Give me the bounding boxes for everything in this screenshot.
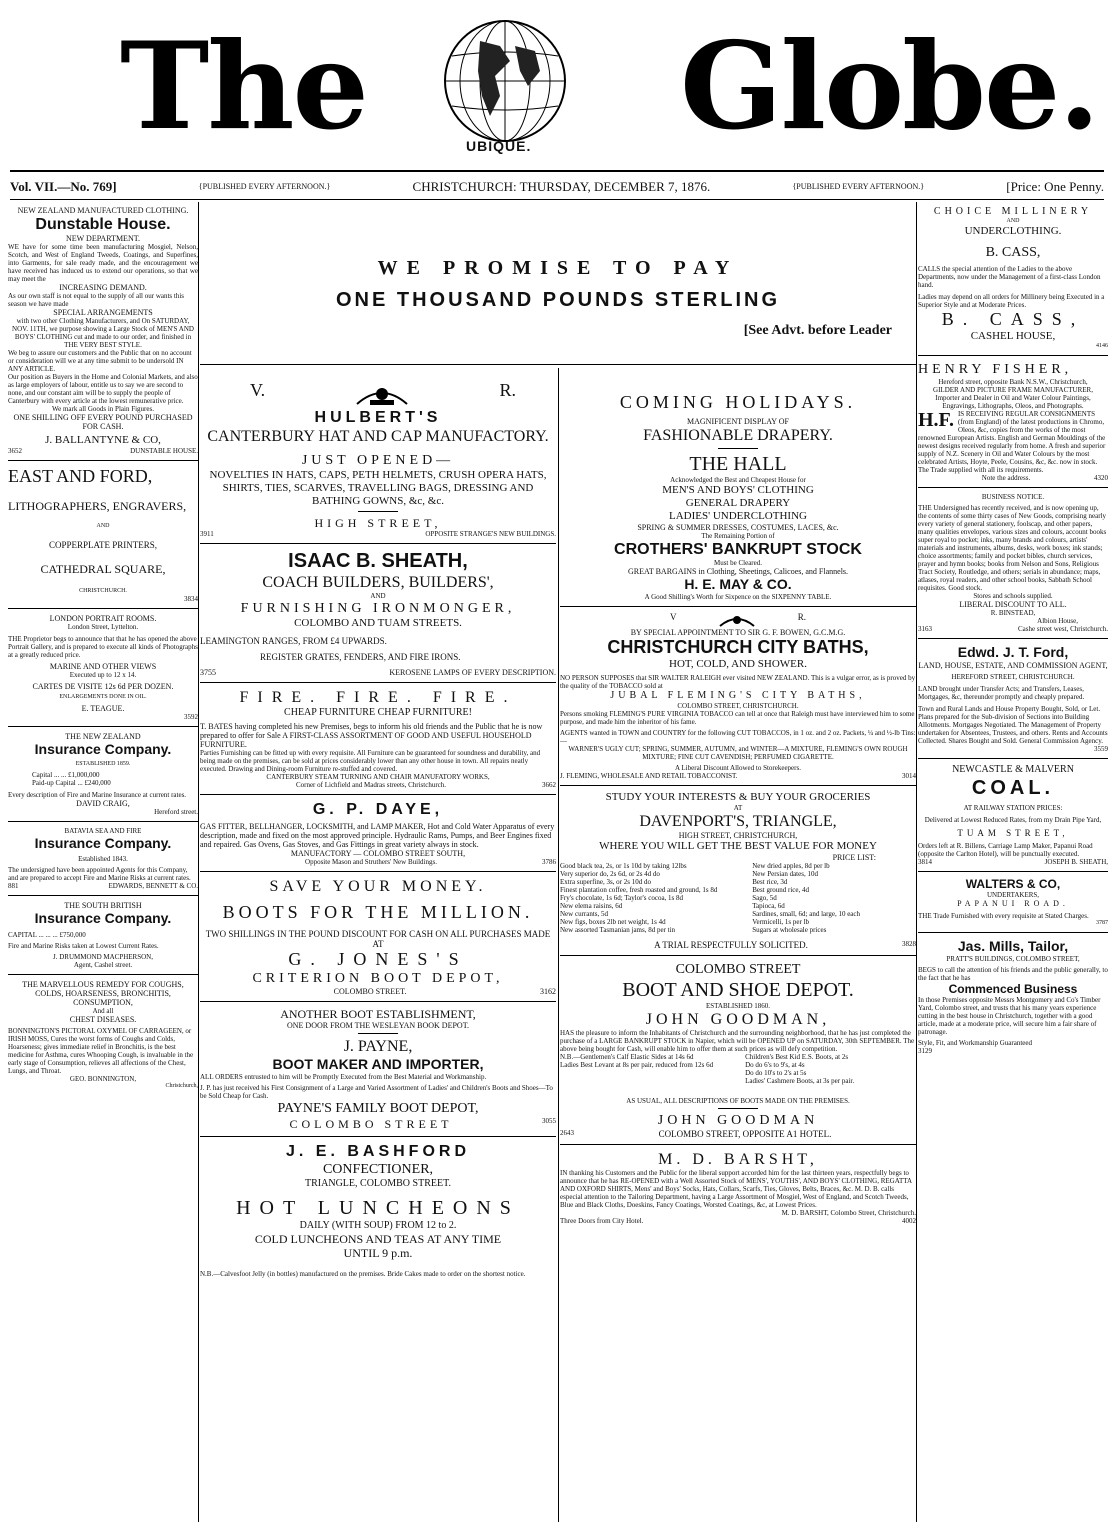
- bashford-title: J. E. BASHFORD: [285, 1143, 470, 1160]
- fisher-text: Importer and Dealer in Oil and Water Colour Paintings, Engravings, Lithographs, Oleos, and Photographs.: [935, 394, 1091, 410]
- tuam-street: TUAM STREET,: [957, 828, 1069, 838]
- vr-right: R.: [797, 612, 806, 622]
- dateline-rule: [10, 199, 1104, 200]
- sheath-ad: [200, 547, 556, 679]
- note-address: Note the address.: [981, 474, 1031, 482]
- coach-builders: COACH BUILDERS, BUILDERS',: [262, 574, 494, 591]
- colombo-street: COLOMBO STREET.: [333, 987, 407, 996]
- portrait-text: THE Proprietor begs to announce that that he has opened the above Portrait Gallery, and is prepared to execute all kinds of Photographs at a greatly reduced price.: [8, 635, 198, 659]
- coal-ad: [918, 762, 1108, 868]
- walters-title: WALTERS & CO,: [965, 877, 1061, 891]
- steam-works: CANTERBURY STEAM TURNING AND CHAIR MANUFATORY WORKS,: [266, 773, 490, 781]
- christchurch: CHRISTCHURCH.: [79, 588, 127, 594]
- opposite-strange: OPPOSITE STRANGE'S NEW BUILDINGS.: [425, 530, 556, 538]
- walters-text: THE Trade Furnished with every requisite at Stated Charges.: [918, 912, 1089, 920]
- dunstable-text: with two other Clothing Manufacturers, and On SATURDAY, NOV. 11TH, we purpose showing a Large Stock of MEN'S AND BOYS' CLOTHING cut and made to our order, and finished in THE VERY BEST STYLE.: [12, 317, 194, 349]
- masthead-title-left: The: [120, 16, 367, 157]
- capital: CAPITAL ... ... ... £750,000: [8, 931, 86, 939]
- barsht-text: IN thanking his Customers and the Public for the liberal support accorded him for the last thirteen years, respectfully begs to announce that he has RE-OPENED with a Well Assorted Stock of MENS', YOUTHS', AND BOYS' CLOTHING, REGATTA AND OXFORD SHIRTS, Mens' and Boys' Socks, Hats, Collars, Scarfs, Ties, Gloves, Belts, Braces, &c. M. D. B. calls especial attention to the Tailoring Department, having a Large Assortment of Mosgiel, West of England, and Scotch Tweeds, Blue and Black Cloths, Doeskins, Fancy Coatings, Worsted Coatings, &c, at Lowest Prices.: [560, 1169, 912, 1209]
- top-rule: [10, 170, 1104, 172]
- ford-title: Edwd. J. T. Ford,: [957, 644, 1069, 660]
- column-4: [918, 204, 1108, 1522]
- ad-number: 3911: [200, 530, 214, 538]
- trial-solicited: A TRIAL RESPECTFULLY SOLICITED.: [654, 940, 808, 950]
- joseph-sheath: JOSEPH B. SHEATH,: [1044, 858, 1108, 866]
- nz-insurance-ad: [8, 730, 198, 818]
- masthead-motto: UBIQUE.: [466, 138, 532, 154]
- wesleyan: ONE DOOR FROM THE WESLEYAN BOOK DEPOT.: [286, 1021, 469, 1030]
- barsht-signature: M. D. BARSHT, Colombo Street, Christchurch.: [781, 1209, 916, 1217]
- ladies-underclothing: LADIES' UNDERCLOTHING: [669, 510, 807, 522]
- mills-title: Jas. Mills, Tailor,: [957, 938, 1069, 954]
- canterbury-hat: CANTERBURY HAT AND CAP MANUFACTORY.: [207, 428, 549, 445]
- batavia-head: BATAVIA SEA AND FIRE: [64, 827, 142, 835]
- warners: WARNER'S UGLY CUT; SPRING, SUMMER, AUTUMN, and WINTER—A MIXTURE, FLEMING'S OWN ROUGH MIXTURE; FINE CUT CAVENDISH; PERFUMED CIGARETTE.: [568, 745, 908, 761]
- remaining: The Remaining Portion of: [701, 532, 775, 540]
- dunstable-text: We beg to assure our customers and the Public that on no account or consideration will we at any time submit to be undersold IN ANY ARTICLE.: [8, 349, 192, 373]
- column-3: [560, 372, 916, 1522]
- three-doors: Three Doors from City Hotel.: [560, 1217, 644, 1225]
- the-hall: THE HALL: [689, 453, 787, 475]
- triangle-colombo: TRIANGLE, COLOMBO STREET.: [305, 1178, 451, 1189]
- leamington: LEAMINGTON RANGES, FROM £4 UPWARDS.: [200, 636, 387, 646]
- column-2: [200, 372, 556, 1522]
- no-person: NO PERSON SUPPOSES that SIR WALTER RALEIGH ever visited NEW ZEALAND. This is a vulgar error, as is proved by the quality of the TOBACCO sold at: [560, 674, 916, 690]
- nb-right: Children's Best Kid E.S. Boots, at 2s Do do 6's to 9's, at 4s Do do 10's to 2's at 5s Ladies' Cashmere Boots, at 3s per pair.: [745, 1053, 855, 1085]
- choice-millinery: CHOICE MILLINERY: [933, 206, 1093, 217]
- promise-banner: [200, 204, 916, 362]
- globe-icon: [440, 16, 570, 146]
- dunstable-house-title: Dunstable House.: [35, 216, 171, 233]
- special-arrangements: SPECIAL ARRANGEMENTS: [53, 308, 153, 317]
- ad-number: 4146: [1096, 343, 1108, 349]
- newcastle-malvern: NEWCASTLE & MALVERN: [952, 764, 1074, 775]
- goodman-text: HAS the pleasure to inform the Inhabitants of Christchurch and the surrounding neighborhood, that he has just completed the purchase of a LARGE BANKRUPT STOCK in Napier, which will be OPENED UP on SATURDAY, 30th SEPTEMBER. The above being bought for Cash, will enable him to offer them at such prices as will defy competition.: [560, 1029, 915, 1053]
- dunstable-ad: [8, 204, 198, 457]
- criterion: CRITERION BOOT DEPOT,: [252, 971, 504, 986]
- one-shilling: ONE SHILLING OFF EVERY POUND PURCHASED FOR CASH.: [13, 413, 193, 431]
- liberal-discount: LIBERAL DISCOUNT TO ALL.: [959, 600, 1067, 609]
- established: ESTABLISHED 1860.: [706, 1002, 770, 1010]
- capital: Capital ... ... £1,000,000: [32, 771, 100, 779]
- dunstable-text: WE have for some time been manufacturing Mosgiel, Nelson, Scotch, and West of England Tweeds, Coatings, and Superfines, into Garments, for sale ready made, and the encouragement we have received has induced us to extend our operations, so that we may meet the: [8, 243, 198, 283]
- fisher-ad: [918, 359, 1108, 484]
- banner-rule: [200, 364, 916, 365]
- ad-number: 3055: [541, 1117, 556, 1125]
- study-interests: STUDY YOUR INTERESTS & BUY YOUR GROCERIES: [605, 791, 871, 803]
- high-street: HIGH STREET, CHRISTCHURCH,: [678, 831, 798, 840]
- hulbert-ad: [200, 372, 556, 540]
- pratt-buildings: PRATT'S BUILDINGS, COLOMBO STREET,: [946, 955, 1080, 963]
- smoking: Persons smoking FLEMING'S PURE VIRGINIA TOBACCO can tell at once that Raleigh must have interviewed him to some purpose, and made him the inheritor of his fame.: [560, 710, 915, 726]
- bargains: GREAT BARGAINS in Clothing, Sheetings, Calicoes, and Flannels.: [627, 567, 849, 576]
- ballantyne-address: DUNSTABLE HOUSE.: [130, 447, 198, 455]
- east-ford-ad: [8, 464, 198, 605]
- established: Established 1843.: [78, 855, 128, 863]
- hot-luncheons: HOT LUNCHEONS: [236, 1197, 520, 1219]
- hf-text: IS RECEIVING REGULAR CONSIGNMENTS (from England) of the latest productions in Chromo, Oleos, &c, copies from the works of the most renowned European Artists. English and German Mouldings of the newest designs received regularly from home. A fresh and superior supply of N.Z. Scenery in Oil and Water Colours by the most celebrated Artists, Hoyte, Peele, Cousins, &c, &c. now in stock. The Trade supplied with all its requirements.: [918, 410, 1106, 474]
- teague-name: E. TEAGUE.: [81, 704, 125, 713]
- stores-supplied: Stores and schools supplied.: [973, 592, 1053, 600]
- fleming-name: J. FLEMING, WHOLESALE AND RETAIL TOBACCONIST.: [560, 772, 738, 780]
- fashionable-drapery: FASHIONABLE DRAPERY.: [643, 427, 833, 444]
- underclothing: UNDERCLOTHING.: [964, 225, 1062, 237]
- price-list: PRICE LIST:: [832, 853, 876, 862]
- davenport-title: DAVENPORT'S, TRIANGLE,: [639, 813, 837, 830]
- steam-address: Corner of Lichfield and Madras streets, Christchurch.: [295, 781, 447, 789]
- colombo-tuam: COLOMBO AND TUAM STREETS.: [294, 617, 462, 629]
- cartes: CARTES DE VISITE 12s 6d PER DOZEN.: [32, 682, 174, 691]
- colombo-street: COLOMBO STREET: [675, 962, 801, 977]
- fisher-title: HENRY FISHER,: [918, 362, 1073, 377]
- gilder: GILDER AND PICTURE FRAME MANUFACTURER,: [933, 386, 1093, 394]
- edwards-bennett: EDWARDS, BENNETT & CO.: [108, 882, 198, 890]
- royal-arms-icon: [717, 612, 757, 628]
- sixpenny: A Good Shilling's Worth for Sixpence on the SIXPENNY TABLE.: [644, 593, 832, 601]
- nz-manufactured-head: NEW ZEALAND MANUFACTURED CLOTHING.: [17, 206, 189, 215]
- boot-shoe-depot: BOOT AND SHOE DEPOT.: [622, 979, 854, 1001]
- davenport-ad: [560, 789, 916, 952]
- register-grates: REGISTER GRATES, FENDERS, AND FIRE IRONS.: [260, 652, 461, 662]
- bates-ad: [200, 686, 556, 791]
- place-date: CHRISTCHURCH: THURSDAY, DECEMBER 7, 1876.: [412, 179, 711, 194]
- masthead: [0, 0, 1114, 175]
- daily: DAILY (WITH SOUP) FROM 12 to 2.: [299, 1220, 457, 1231]
- south-british-ad: [8, 899, 198, 971]
- jones-ad: [200, 875, 556, 998]
- kerosene: KEROSENE LAMPS OF EVERY DESCRIPTION.: [389, 668, 556, 677]
- until: UNTIL 9 p.m.: [343, 1246, 413, 1260]
- goodman-title: JOHN GOODMAN,: [645, 1011, 831, 1028]
- craig-name: DAVID CRAIG,: [76, 799, 130, 808]
- boots-million: BOOTS FOR THE MILLION.: [222, 902, 534, 922]
- undertakers: UNDERTAKERS,: [986, 891, 1040, 899]
- price: [Price: One Penny.: [1006, 179, 1104, 194]
- may-ad: [560, 372, 916, 603]
- spring-summer: SPRING & SUMMER DRESSES, COSTUMES, LACES, &c.: [637, 523, 839, 532]
- established: ESTABLISHED 1859.: [75, 761, 131, 767]
- colombo-street: COLOMBO STREET: [289, 1117, 453, 1131]
- ad-number: 881: [8, 882, 19, 890]
- hf-initials: H.F.: [918, 409, 954, 431]
- dateline: [10, 176, 1104, 198]
- cass-title: B. CASS,: [985, 245, 1041, 260]
- ford-ad: [918, 642, 1108, 755]
- south-british-head: THE SOUTH BRITISH: [64, 901, 142, 910]
- bonnington-ad: [8, 978, 198, 1092]
- bonnington-text: BONNINGTON'S PICTORAL OXYMEL OF CARRAGEEN, or IRISH MOSS, Cures the worst forms of Coughs and Colds, Hoarseness; gives immediate relief in Bronchitis, is the best medicine for Asthma, cures Whooping Cough, is invaluable in the early stage of Consumption, relieves all affections of the Chest, Lungs, and Throat.: [8, 1027, 194, 1075]
- nz-insurance-title: Insurance Company.: [34, 741, 172, 757]
- executed: Executed up to 12 x 14.: [69, 671, 137, 679]
- cold-luncheons: COLD LUNCHEONS AND TEAS AT ANY TIME: [254, 1232, 502, 1246]
- south-british-title: Insurance Company.: [34, 910, 172, 926]
- ad-number: 3652: [8, 447, 22, 455]
- vr-left: V: [670, 612, 677, 622]
- daye-title: G. P. DAYE,: [312, 801, 444, 818]
- chest-diseases: CHEST DISEASES.: [69, 1015, 137, 1024]
- hot-cold-shower: HOT, COLD, AND SHOWER.: [669, 658, 807, 670]
- column-rule: [198, 202, 199, 1522]
- bootmaker: BOOT MAKER AND IMPORTER,: [272, 1056, 484, 1072]
- payne-ad: [200, 1005, 556, 1133]
- dunstable-text: As our own staff is not equal to the supply of all our wants this season we have made: [8, 292, 185, 308]
- at-text: AT: [733, 804, 743, 812]
- ad-number: 3162: [540, 987, 556, 996]
- business-notice: BUSINESS NOTICE.: [981, 493, 1045, 501]
- and-text: AND: [1006, 218, 1020, 224]
- and-text: AND: [96, 523, 110, 529]
- macpherson-name: J. DRUMMOND MACPHERSON,: [53, 953, 153, 961]
- mills-ad: [918, 936, 1108, 1057]
- coming-holidays: COMING HOLIDAYS.: [619, 392, 857, 412]
- save-money: SAVE YOUR MONEY.: [269, 878, 487, 895]
- coal-title: COAL.: [971, 777, 1055, 799]
- railway-prices: AT RAILWAY STATION PRICES:: [963, 804, 1063, 812]
- royal-arms-icon: [352, 380, 412, 408]
- copperplate: COPPERPLATE PRINTERS,: [48, 540, 158, 550]
- manufactory: MANUFACTORY — COLOMBO STREET SOUTH,: [290, 849, 466, 858]
- new-department: NEW DEPARTMENT.: [65, 234, 141, 243]
- bates-text: T. BATES having completed his new Premises, begs to inform his old friends and the Public that he is now prepared to offer for Sale A FIRST-CLASS ASSORTMENT OF GOOD AND USEFUL HOUSEHOLD FURNITURE.: [200, 722, 543, 749]
- see-advt: [See Advt. before Leader: [743, 323, 892, 338]
- fleming-ad: [560, 610, 916, 782]
- mills-text: In those Premises opposite Messrs Montgomery and Co's Timber Yard, Colombo street, and trusts that his many years experience cutting in the best house in Christchurch, together with a good article, made at a moderate price, will secure him a fair share of patronage.: [918, 996, 1101, 1036]
- business-text: THE Undersigned has recently received, and is now opening up, the contents of some thirty cases of New Goods, comprising nearly every variety of general stationery, foolscap, and other papers, many qualities envelopes, various sizes and colours, account books super royal to pocket; inks, many brands and colours, artists' materials and instruments, albums, desks, work boxes; ink stands; choice assortments; family and pocket bibles, church services, prayer and hymn books; books from Nelson and Sons, Religious Tract Society, Routledge, and others; serials in abundance; maps, atlases, royal readers, and other school books, Sabbath School requisites. Good stock.: [918, 504, 1107, 592]
- masthead-title-right: Globe.: [680, 16, 1099, 157]
- prices-left: Good black tea, 2s, or 1s 10d by taking 12lbs Very superior do, 2s 6d, or 2s 4d do Extra superfine, 3s, or 2s 10d do Finest plantation coffee, fresh roasted and ground, 1s 8d Fry's chocolate, 1s 6d; Taylor's cocoa, 1s 8d New elema raisins, 6d New currants, 5d New figs, boxes 2lb net weight, 1s 4d New assorted Tasmanian jams, 8d per tin: [560, 862, 718, 934]
- nz-insurance-head: THE NEW ZEALAND: [65, 732, 141, 741]
- ironmonger: FURNISHING IRONMONGER,: [240, 601, 516, 616]
- vr-right: R.: [499, 380, 516, 400]
- published-note-left: {PUBLISHED EVERY AFTERNOON.}: [198, 182, 331, 191]
- best-value: WHERE YOU WILL GET THE BEST VALUE FOR MONEY: [599, 840, 877, 852]
- batavia-text: The undersigned have been appointed Agents for this Company, and are prepared to accept Fire and Marine Risks at current rates.: [8, 866, 191, 882]
- and-text: AND: [370, 592, 386, 600]
- and-all: And all: [92, 1007, 114, 1015]
- cass-text: Ladies may depend on all orders for Millinery being Executed in a Superior Style and at Moderate Prices.: [918, 293, 1105, 309]
- city-baths: CHRISTCHURCH CITY BATHS,: [607, 637, 869, 657]
- general-drapery: GENERAL DRAPERY: [685, 497, 791, 509]
- promise-heading: WE PROMISE TO PAY: [377, 257, 739, 279]
- craig-address: Hereford street.: [154, 808, 198, 816]
- bonnington-address: Christchurch,: [165, 1083, 198, 1089]
- ad-number: 3834: [184, 595, 198, 603]
- crothers-stock: CROTHERS' BANKRUPT STOCK: [614, 541, 862, 558]
- plain-figures: We mark all Goods in Plain Figures.: [52, 405, 154, 413]
- magnificent: MAGNIFICENT DISPLAY OF: [687, 417, 789, 426]
- dunstable-text: Our position as Buyers in the Home and Colonial Markets, and also as large employers of labour, entitle us to say we are second to none, and our constant aim will be to supply the people of Canterbury with every article at the lowest remunerative price.: [8, 373, 198, 405]
- south-british-text: Fire and Marine Risks taken at Lowest Current Rates.: [8, 942, 159, 950]
- special-appointment: BY SPECIAL APPOINTMENT TO SIR G. F. BOWEN, G.C.M.G.: [630, 628, 846, 637]
- agents-wanted: AGENTS wanted in TOWN and COUNTRY for the following CUT TOBACCOS, in 1 oz. and 2 oz. Packets, ¼ and ½-lb Tins:—: [560, 729, 916, 745]
- binstead-ad: [918, 491, 1108, 635]
- cass-text: CALLS the special attention of the Ladies to the above Departments, now under the Management of a first-class London hand.: [918, 265, 1101, 289]
- hereford-street: HEREFORD STREET, CHRISTCHURCH.: [951, 673, 1075, 681]
- cass-ad: [918, 204, 1108, 352]
- novelties: NOVELTIES IN HATS, CAPS, PETH HELMETS, CRUSH OPERA HATS, SHIRTS, TIES, SCARVES, TRAVELLING BAGS, DRESSING AND BATHING GOWNS, &c, &c.: [209, 469, 547, 507]
- payne-depot: PAYNE'S FAMILY BOOT DEPOT,: [277, 1101, 479, 1116]
- another-boot: ANOTHER BOOT ESTABLISHMENT,: [280, 1007, 476, 1021]
- enlargements: ENLARGEMENTS DONE IN OIL.: [59, 694, 147, 700]
- liberal-discount: A Liberal Discount Allowed to Storekeepers.: [675, 764, 801, 772]
- ad-number: 3014: [902, 772, 916, 780]
- ford-text: LAND brought under Transfer Acts; and Transfers, Leases, Mortgages, &c, thereunder promptly and cheaply prepared.: [918, 685, 1085, 701]
- fire-heading: FIRE. FIRE. FIRE.: [239, 689, 517, 706]
- binstead-name: R. BINSTEAD,: [990, 609, 1036, 617]
- ad-number: 3129: [918, 1047, 932, 1055]
- goodman-ad: [560, 959, 916, 1141]
- ad-number: 3786: [541, 858, 556, 866]
- sheath-title: ISAAC B. SHEATH,: [288, 550, 468, 572]
- ad-number: 3662: [541, 781, 556, 789]
- ad-number: 4002: [902, 1217, 916, 1225]
- jubal-address: COLOMBO STREET, CHRISTCHURCH.: [677, 702, 799, 710]
- batavia-title: Insurance Company.: [34, 835, 172, 851]
- ford-text: Town and Rural Lands and House Property Bought, Sold, or Let. Plans prepared for the Sub-division of Sections into Building Allotments. Mortgages Negotiated. The Management of Property undertaken for Absentees, Trustees, and others. Rents and Accounts Collected. Shares Bought and Sold. General Commission Agency.: [918, 705, 1108, 745]
- ad-number: 3787: [1096, 920, 1108, 926]
- orders: Orders left at R. Billens, Carriage Lamp Maker, Papanui Road (opposite the Carlton Hotel), will be punctually executed.: [918, 842, 1093, 858]
- paidup-capital: Paid-up Capital ... £240,000: [32, 779, 111, 787]
- may-title: H. E. MAY & CO.: [684, 576, 792, 592]
- bashford-note: N.B.—Calvesfoot Jelly (in bottles) manufactured on the premises. Bride Cakes made to order on the shortest notice.: [200, 1270, 526, 1278]
- ad-number: 3814: [918, 858, 932, 866]
- cass-signature: B. CASS,: [941, 309, 1085, 329]
- portrait-address: London Street, Lyttelton.: [67, 623, 139, 631]
- ad-number: 3163: [918, 625, 932, 633]
- bates-text: Parties Furnishing can be fitted up with every requisite. All Furniture can be guaranteed for soundness and durability, and being made on the premises, can be sold at prices considerably lower than any other house in town. All repairs neatly executed. Drawing and Dining-room Furniture re-stuffed and covered.: [200, 749, 541, 773]
- jones-title: G. JONES'S: [288, 949, 468, 969]
- ballantyne-name: J. BALLANTYNE & CO,: [45, 434, 161, 446]
- land-agent: LAND, HOUSE, ESTATE, AND COMMISSION AGENT,: [918, 661, 1108, 670]
- acknowledged: Acknowledged the Best and Cheapest House for: [670, 476, 806, 484]
- portrait-ad: [8, 612, 198, 723]
- goodman-signature: JOHN GOODMAN: [657, 1113, 819, 1128]
- prices-right: New dried apples, 8d per lb New Persian dates, 10d Best rice, 3d Best ground rice, 4d Sago, 5d Tapioca, 6d Sardines, small, 6d; and large, 10 each Vermicelli, 1s per lb Sugars at wholesale prices: [752, 862, 861, 934]
- macpherson-address: Agent, Cashel street.: [73, 961, 133, 969]
- ad-number: 2643: [560, 1129, 574, 1137]
- cleared: Must be Cleared.: [713, 559, 762, 567]
- goodman-address: COLOMBO STREET, OPPOSITE A1 HOTEL.: [658, 1129, 832, 1139]
- increasing-demand: INCREASING DEMAND.: [59, 283, 147, 292]
- ad-number: 3592: [184, 713, 198, 721]
- column-rule: [916, 202, 917, 1522]
- as-usual: AS USUAL, ALL DESCRIPTIONS OF BOOTS MADE ON THE PREMISES.: [626, 1097, 850, 1105]
- column-rule: [558, 368, 559, 1522]
- jubal-fleming: JUBAL FLEMING'S CITY BATHS,: [610, 690, 866, 701]
- style-guaranteed: Style, Fit, and Workmanship Guaranteed: [918, 1039, 1033, 1047]
- ad-number: 3559: [1094, 745, 1108, 753]
- nz-insurance-text: Every description of Fire and Marine Insurance at current rates.: [8, 791, 187, 799]
- published-note-right: {PUBLISHED EVERY AFTERNOON.}: [792, 182, 925, 191]
- nb-left: N.B.—Gentlemen's Calf Elastic Sides at 14s 6d Ladies Best Levant at 8s per pair, reduced from 12s 6d: [560, 1053, 714, 1069]
- marvellous-remedy: THE MARVELLOUS REMEDY FOR COUGHS, COLDS, HOARSENESS, BRONCHITIS, CONSUMPTION,: [22, 980, 184, 1007]
- high-street: HIGH STREET,: [314, 516, 442, 530]
- bashford-ad: [200, 1140, 556, 1280]
- daye-text: GAS FITTER, BELLHANGER, LOCKSMITH, and LAMP MAKER, Hot and Cold Water Apparatus of every description, made and fixed on the most approved principle. Hydraulic Rams, Pumps, and Beer Engines fixed and repaired. Gas Ovens, Gas Stoves, and Gas Fittings in great variety always in stock.: [200, 822, 555, 849]
- daye-ad: [200, 798, 556, 868]
- batavia-ad: [8, 825, 198, 892]
- daye-address: Opposite Mason and Struthers' New Buildings.: [305, 858, 437, 866]
- cathedral-square: CATHEDRAL SQUARE,: [40, 562, 166, 576]
- walters-ad: [918, 875, 1108, 929]
- payne-text: ALL ORDERS entrusted to him will be Promptly Executed from the Best Material and Workmanship.: [200, 1073, 487, 1081]
- east-ford-title: EAST AND FORD,: [8, 466, 153, 486]
- volume-number: Vol. VII.—No. 769]: [10, 179, 117, 194]
- cheap-furniture: CHEAP FURNITURE CHEAP FURNITURE!: [284, 707, 472, 718]
- ad-number: 3828: [902, 940, 916, 948]
- barsht-ad: [560, 1148, 916, 1227]
- confectioner: CONFECTIONER,: [322, 1162, 434, 1177]
- portrait-head: LONDON PORTRAIT ROOMS.: [49, 614, 157, 623]
- barsht-title: M. D. BARSHT,: [658, 1151, 818, 1168]
- just-opened: JUST OPENED—: [301, 453, 455, 468]
- bonnington-name: GEO. BONNINGTON,: [69, 1075, 137, 1083]
- hulbert-title: HULBERT'S: [314, 409, 442, 426]
- payne-title: J. PAYNE,: [343, 1038, 413, 1055]
- delivered: Delivered at Lowest Reduced Rates, from my Drain Pipe Yard,: [924, 816, 1102, 824]
- payne-text: J. P. has just received his First Consignment of a Large and Varied Assortment of Ladies' and Children's Boots and Shoes—To be Sold Cheap for Cash.: [200, 1084, 553, 1100]
- ad-number: 4320: [1094, 474, 1108, 482]
- two-shillings: TWO SHILLINGS IN THE POUND DISCOUNT FOR CASH ON ALL PURCHASES MADE AT: [205, 929, 551, 949]
- albion-house: Albion House,: [1037, 617, 1078, 625]
- marine-views: MARINE AND OTHER VIEWS: [49, 662, 157, 671]
- vr-left: V.: [250, 380, 266, 400]
- fisher-address: Hereford street, opposite Bank N.S.W., Christchurch,: [938, 378, 1088, 386]
- column-1: [8, 204, 198, 1522]
- mens-clothing: MEN'S AND BOYS' CLOTHING: [662, 484, 814, 496]
- cashel-house: CASHEL HOUSE,: [970, 330, 1056, 342]
- lithographers: LITHOGRAPHERS, ENGRAVERS,: [8, 499, 187, 513]
- cashel-street: Cashe street west, Christchurch.: [1017, 625, 1108, 633]
- ad-number: 3755: [200, 668, 216, 677]
- papanui-road: PAPANUI ROAD.: [957, 899, 1069, 908]
- commenced-business: Commenced Business: [948, 982, 1078, 996]
- mills-text: BEGS to call the attention of his friends and the public generally, to the fact that he has: [918, 966, 1108, 982]
- thousand-pounds: ONE THOUSAND POUNDS STERLING: [335, 289, 781, 311]
